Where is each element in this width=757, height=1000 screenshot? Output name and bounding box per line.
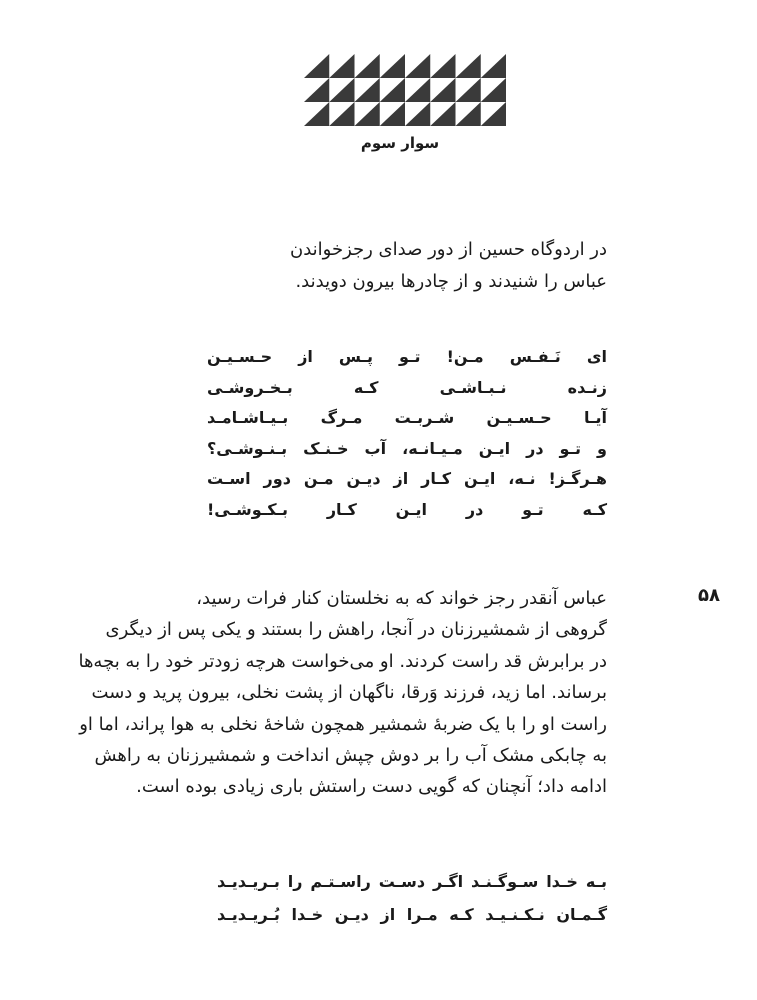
intro-line: عباس را شنیدند و از چادرها بیرون دویدند. <box>295 271 607 292</box>
ornament-triangle <box>405 78 430 102</box>
intro-paragraph <box>167 234 607 298</box>
triangle-ornament <box>304 54 506 126</box>
ornament-triangle <box>355 102 380 126</box>
ornament-triangle <box>380 54 405 78</box>
ornament-triangle <box>380 78 405 102</box>
poem-line: هـرگـز! نـه، ایـن کـار از دیـن مـن دور اسـت <box>207 469 607 488</box>
ornament-triangle <box>329 54 354 78</box>
ornament-triangle <box>355 54 380 78</box>
ornament-triangle <box>380 102 405 126</box>
ornament-triangle <box>405 102 430 126</box>
ornament-triangle <box>329 102 354 126</box>
ornament-triangle <box>304 54 329 78</box>
body-line: ادامه داد؛ آنچنان که گویی دست راستش باری زیادی بوده است. <box>136 776 607 798</box>
ornament-triangle <box>430 78 455 102</box>
page-number: ۵۸ <box>698 585 720 606</box>
ornament-triangle <box>430 102 455 126</box>
poem-stanza-1 <box>207 342 607 525</box>
poem-line: ای نَـفـس مـن! تـو پـس از حـسـیـن <box>207 347 607 366</box>
poem-line: آیـا حـسـیـن شـربـت مـرگ بـیـاشـامـد <box>207 408 607 427</box>
body-line: به چابکی مشک آب را بر دوش چپش انداخت و شمشیرزنان به راهش <box>94 745 607 767</box>
ornament-triangle <box>481 102 506 126</box>
body-line: در برابرش قد راست کردند. او می‌خواست هرچه زودتر خود را به بچه‌ها <box>78 650 607 672</box>
ornament-triangle <box>304 78 329 102</box>
body-line: راست او را با یک ضربهٔ شمشیر همچون شاخهٔ نخلی به هوا پراند، اما او <box>79 713 607 735</box>
body-line: عباس آنقدر رجز خواند که به نخلستان کنار فرات رسید، <box>196 588 607 609</box>
poem-line: کـه تـو در ایـن کـار بـکـوشـی! <box>207 499 607 519</box>
ornament-triangle <box>456 78 481 102</box>
intro-line: در اردوگاه حسین از دور صدای رجزخواندن <box>289 239 607 260</box>
ornament-triangle <box>304 102 329 126</box>
ornament-triangle <box>456 54 481 78</box>
poem-line: و تـو در ایـن مـیـانـه، آب خـنـک بـنـوشـی؟ <box>207 438 607 458</box>
ornament-triangle <box>456 102 481 126</box>
poem-line: بـه خـدا سـوگـنـد اگـر دسـت راسـتـم را بـریـدیـد <box>217 872 607 891</box>
ornament-triangle <box>329 78 354 102</box>
chapter-title: سوار سوم <box>360 134 440 152</box>
ornament-triangle <box>355 78 380 102</box>
poem-line: زنـده نـبـاشـی کـه بـخـروشـی <box>207 377 607 397</box>
body-line: گروهی از شمشیرزنان در آنجا، راهش را بستند و یکی پس از دیگری <box>105 619 607 641</box>
ornament-triangle <box>481 54 506 78</box>
body-paragraph <box>78 583 607 803</box>
body-line: برساند. اما زید، فرزند وَرقا، ناگهان از پشت نخلی، بیرون پرید و دست <box>91 682 607 704</box>
poem-stanza-2 <box>217 865 607 931</box>
ornament-triangle <box>430 54 455 78</box>
ornament-triangle <box>481 78 506 102</box>
ornament-triangle <box>405 54 430 78</box>
poem-line: گـمـان نـکـنـیـد کـه مـرا از دیـن خـدا بُـریـدیـد <box>217 905 607 924</box>
